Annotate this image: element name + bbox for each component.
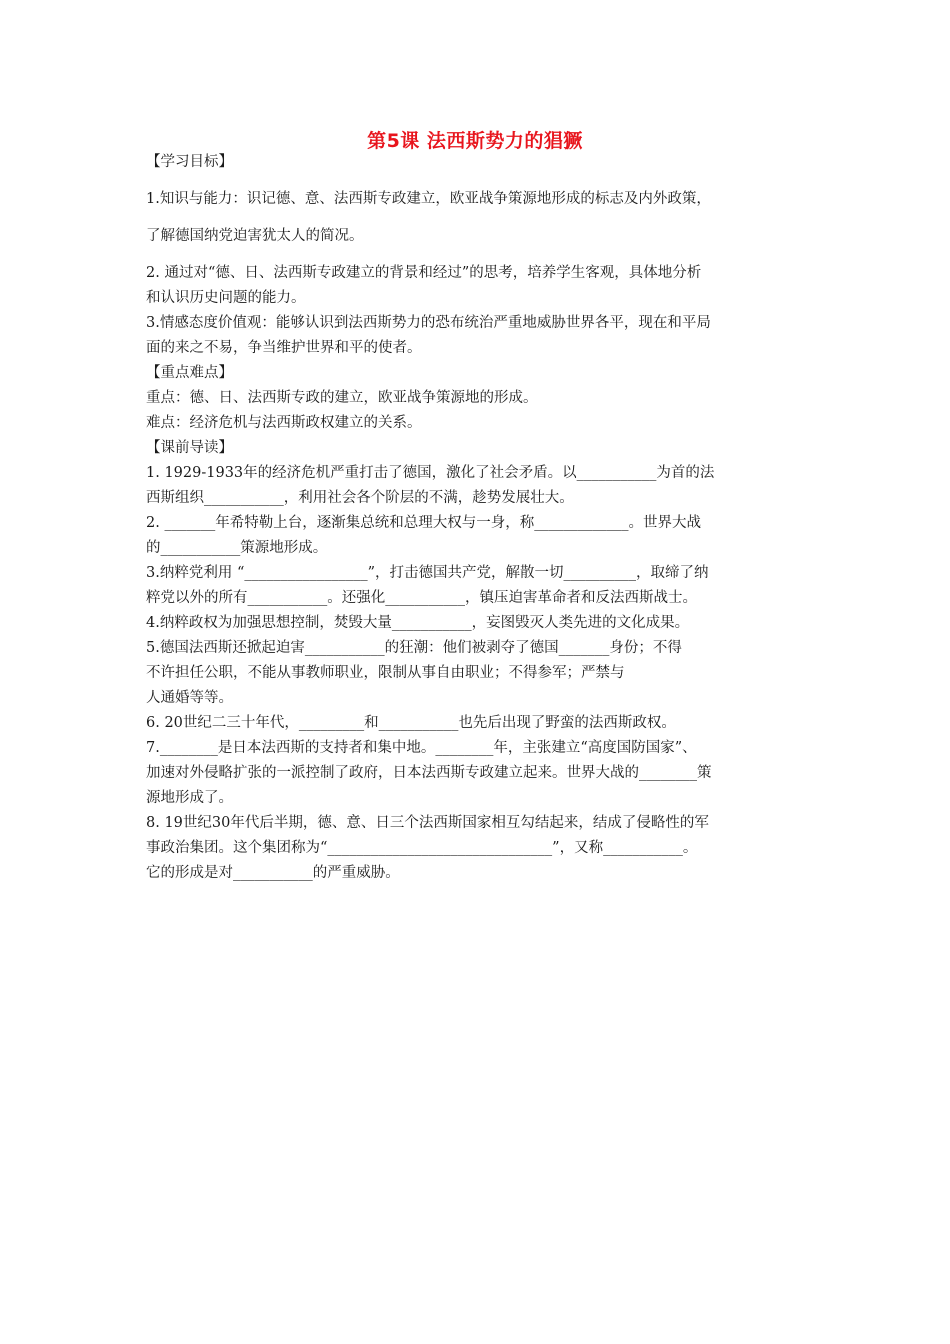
question-7-line-1: 7.________是日本法西斯的支持者和集中地。________年，主张建立“高度国防国家”、 <box>146 740 697 756</box>
lesson-title: 第5课 法西斯势力的猖獗 <box>367 130 583 152</box>
question-5-line-2: 不许担任公职，不能从事教师职业，限制从事自由职业；不得参军；严禁与 <box>146 665 625 681</box>
question-5-line-3: 人通婚等等。 <box>146 690 233 706</box>
objective-1-line-2: 了解德国纳党迫害犹太人的简况。 <box>146 228 364 244</box>
key-point: 重点：德、日、法西斯专政的建立，欧亚战争策源地的形成。 <box>146 390 538 406</box>
question-8-line-1: 8. 19世纪30年代后半期，德、意、日三个法西斯国家相互勾结起来，结成了侵略性的军 <box>146 815 709 831</box>
question-5-line-1: 5.德国法西斯还掀起迫害___________的狂潮：他们被剥夺了德国_______身份；不得 <box>146 640 682 656</box>
section-heading-objectives: 【学习目标】 <box>146 154 233 170</box>
question-4: 4.纳粹政权为加强思想控制，焚毁大量___________，妄图毁灭人类先进的文化成果。 <box>146 615 690 631</box>
question-1-line-1: 1. 1929-1933年的经济危机严重打击了德国，激化了社会矛盾。以___________为首的法 <box>146 465 715 481</box>
objective-2-line-1: 2. 通过对“德、日、法西斯专政建立的背景和经过”的思考，培养学生客观，具体地分析 <box>146 265 702 281</box>
question-3-line-1: 3.纳粹党利用 “_________________”，打击德国共产党，解散一切__________，取缔了纳 <box>146 565 709 581</box>
question-8-line-3: 它的形成是对___________的严重威胁。 <box>146 865 400 881</box>
question-2-line-1: 2. _______年希特勒上台，逐渐集总统和总理大权与一身，称_____________。世界大战 <box>146 515 701 531</box>
question-3-line-2: 粹党以外的所有___________。还强化___________，镇压迫害革命者和反法西斯战士。 <box>146 590 697 606</box>
objective-2-line-2: 和认识历史问题的能力。 <box>146 290 306 306</box>
objective-3-line-1: 3.情感态度价值观：能够认识到法西斯势力的恐布统治严重地威胁世界各平，现在和平局 <box>146 315 711 331</box>
question-1-line-2: 西斯组织___________，利用社会各个阶层的不满，趁势发展壮大。 <box>146 490 574 506</box>
question-7-line-3: 源地形成了。 <box>146 790 233 806</box>
question-2-line-2: 的___________策源地形成。 <box>146 540 328 556</box>
question-6: 6. 20世纪二三十年代，_________和___________也先后出现了野蛮的法西斯政权。 <box>146 715 676 731</box>
difficult-point: 难点：经济危机与法西斯政权建立的关系。 <box>146 415 422 431</box>
question-8-line-2: 事政治集团。这个集团称为“_______________________________”，又称___________。 <box>146 840 698 856</box>
section-heading-key-points: 【重点难点】 <box>146 365 233 381</box>
section-heading-preview: 【课前导读】 <box>146 440 233 456</box>
objective-3-line-2: 面的来之不易，争当维护世界和平的使者。 <box>146 340 422 356</box>
document-body <box>146 150 814 886</box>
objective-1-line-1: 1.知识与能力：识记德、意、法西斯专政建立，欧亚战争策源地形成的标志及内外政策， <box>146 191 711 207</box>
question-7-line-2: 加速对外侵略扩张的一派控制了政府，日本法西斯专政建立起来。世界大战的________策 <box>146 765 712 781</box>
